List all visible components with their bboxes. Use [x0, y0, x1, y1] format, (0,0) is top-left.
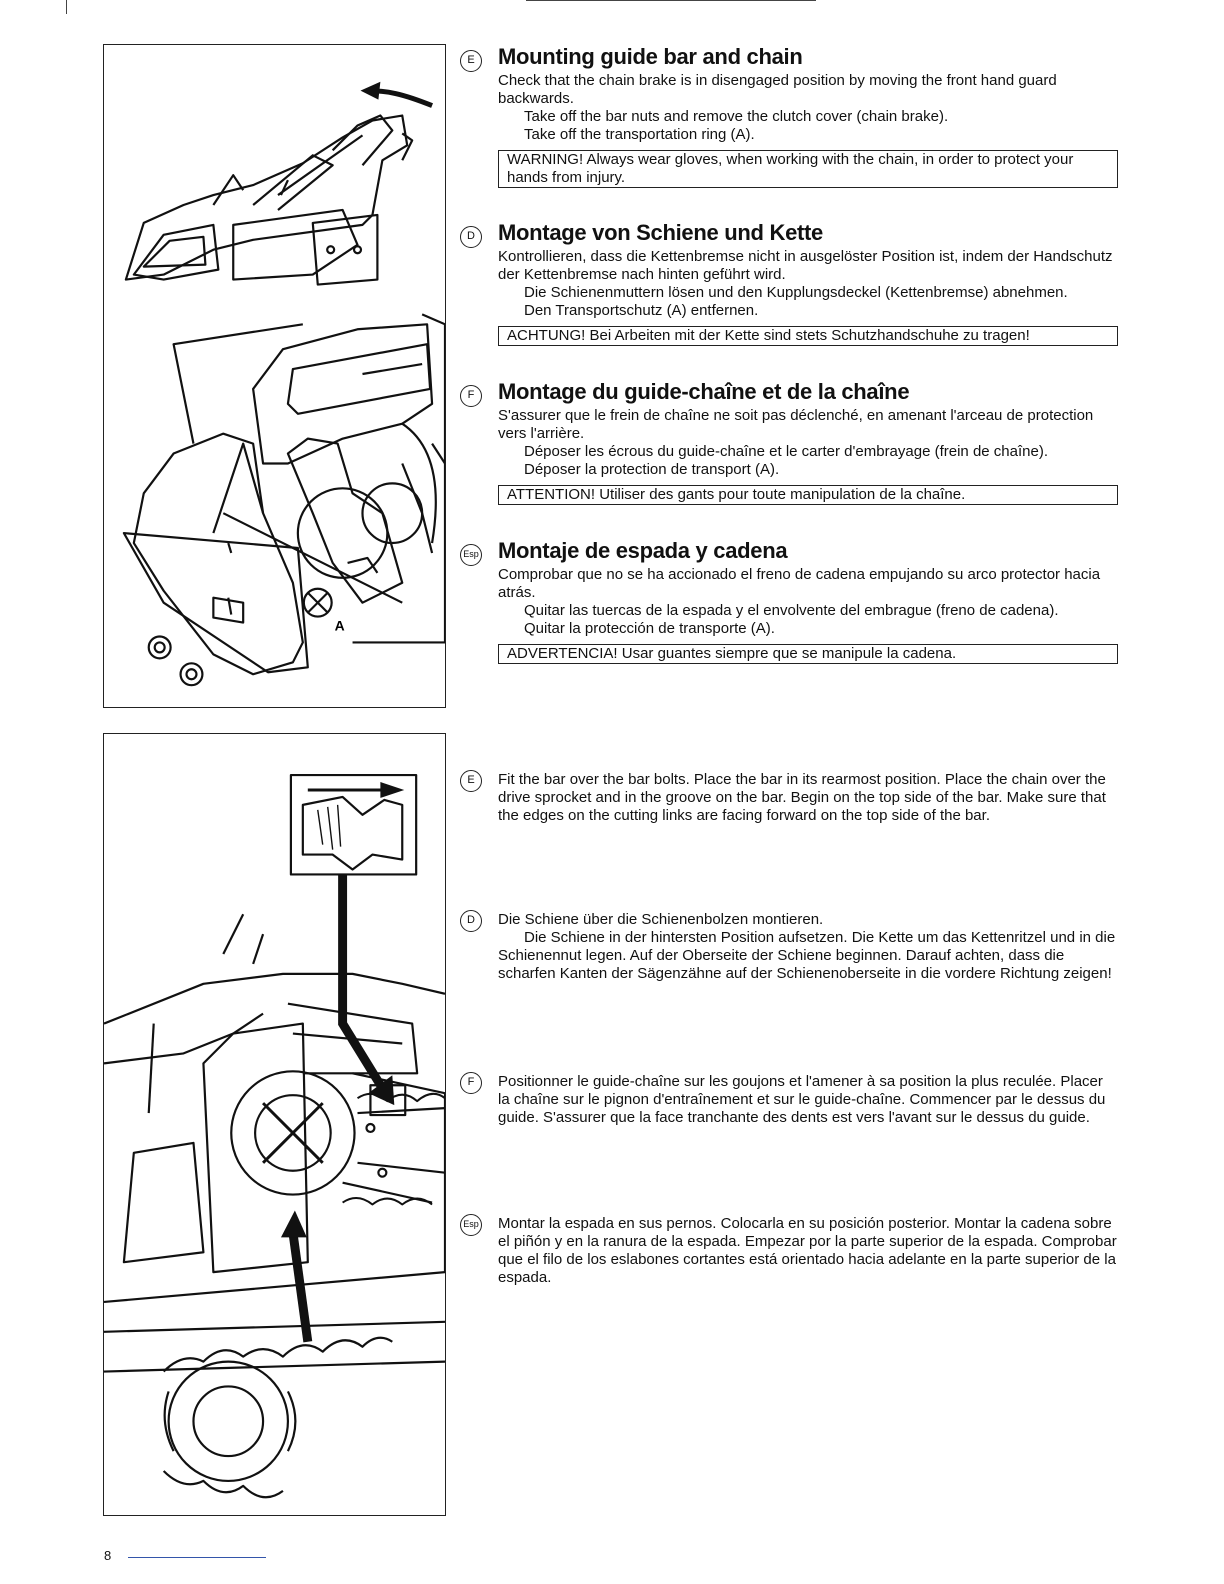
- intro-fr: S'assurer que le frein de chaîne ne soit pas déclenché, en amenant l'arceau de protection vers l'arrière.: [498, 407, 1094, 442]
- intro-es: Comprobar que no se ha accionado el freno de cadena empujando su arco protector hacia atrás.: [498, 566, 1101, 601]
- warning-box-es: ADVERTENCIA! Usar guantes siempre que se manipule la cadena.: [498, 644, 1118, 664]
- section-body-de: [498, 248, 1118, 320]
- chain-fit-line1-de: Die Schiene über die Schienenbolzen montieren.: [498, 911, 824, 928]
- chain-fit-body-de: Die Schiene in der hintersten Position aufsetzen. Die Kette um das Kettenritzel und in die Schienennut legen. Auf der Oberseite der Schiene beginnen. Darauf achten, dass die scharfen Kanten der Sägenzähne auf der Schienenoberseite in die vordere Richtung zeigen!: [498, 929, 1116, 982]
- step1-es: Quitar las tuercas de la espada y el envolvente del embrague (freno de cadena).: [524, 602, 1059, 619]
- step2-de: Den Transportschutz (A) entfernen.: [524, 302, 759, 319]
- lang-badge-esp-2: Esp: [460, 1214, 482, 1236]
- top-rule: [526, 0, 816, 1]
- page-number: 8: [104, 1548, 112, 1563]
- intro-en: Check that the chain brake is in disengaged position by moving the front hand guard backwards.: [498, 72, 1057, 107]
- lang-badge-d: D: [460, 226, 482, 248]
- warning-box-de: ACHTUNG! Bei Arbeiten mit der Kette sind stets Schutzhandschuhe zu tragen!: [498, 326, 1118, 346]
- step2-fr: Déposer la protection de transport (A).: [524, 461, 780, 478]
- step1-de: Die Schienenmuttern lösen und den Kupplungsdeckel (Kettenbremse) abnehmen.: [524, 284, 1068, 301]
- lang-badge-d-2: D: [460, 910, 482, 932]
- step2-es: Quitar la protección de transporte (A).: [524, 620, 775, 637]
- chain-fit-text-fr: Positionner le guide-chaîne sur les goujons et l'amener à sa position la plus reculée. Placer la chaîne sur le pignon d'entraînement et sur le guide-chaîne. Commencer par le dessus du guide. S'assurer que la face tranchante des dents est vers l'avant sur le dessus du guide.: [498, 1073, 1106, 1126]
- step1-fr: Déposer les écrous du guide-chaîne et le carter d'embrayage (frein de chaîne).: [524, 443, 1048, 460]
- warning-box-fr: ATTENTION! Utiliser des gants pour toute manipulation de la chaîne.: [498, 485, 1118, 505]
- section-title-en: Mounting guide bar and chain: [498, 44, 803, 69]
- lang-badge-f: F: [460, 385, 482, 407]
- section-body-en: [498, 72, 1118, 144]
- chain-fit-text-en: Fit the bar over the bar bolts. Place the bar in its rearmost position. Place the chain over the drive sprocket and in the groove on the bar. Begin on the top side of the bar. Make sure that the edges on the cutting links are facing forward on the top side of the bar.: [498, 771, 1106, 824]
- section-title-de: Montage von Schiene und Kette: [498, 220, 823, 245]
- figure-clutch-cover: [103, 44, 446, 708]
- chain-fit-text-es: Montar la espada en sus pernos. Colocarla en su posición posterior. Montar la cadena sobre el piñón y en la ranura de la espada. Empezar por la parte superior de la espada. Comprobar que el filo de los eslabones cortantes está orientado hacia adelante en la parte superior de la espada.: [498, 1215, 1117, 1286]
- bottom-rule: [128, 1557, 266, 1558]
- chainsaw-clutch-illustration: [104, 45, 445, 707]
- section-title-fr: Montage du guide-chaîne et de la chaîne: [498, 379, 910, 404]
- chain-sprocket-illustration: [104, 734, 445, 1515]
- section-body-es: [498, 566, 1118, 638]
- step2-en: Take off the transportation ring (A).: [524, 126, 755, 143]
- section-title-es: Montaje de espada y cadena: [498, 538, 788, 563]
- lang-badge-esp: Esp: [460, 544, 482, 566]
- lang-badge-e: E: [460, 50, 482, 72]
- intro-de: Kontrollieren, dass die Kettenbremse nicht in ausgelöster Position ist, indem der Handschutz der Kettenbremse nach hinten geführt wird.: [498, 248, 1113, 283]
- figure-chain-mounting: [103, 733, 446, 1516]
- section-body-fr: [498, 407, 1118, 479]
- chain-fit-text-de: [498, 911, 1118, 983]
- step1-en: Take off the bar nuts and remove the clutch cover (chain brake).: [524, 108, 949, 125]
- part-a-label: A: [334, 617, 345, 634]
- warning-box-en: WARNING! Always wear gloves, when working with the chain, in order to protect your hands from injury.: [498, 150, 1118, 188]
- lang-badge-e-2: E: [460, 770, 482, 792]
- left-margin-mark: [66, 0, 67, 14]
- lang-badge-f-2: F: [460, 1072, 482, 1094]
